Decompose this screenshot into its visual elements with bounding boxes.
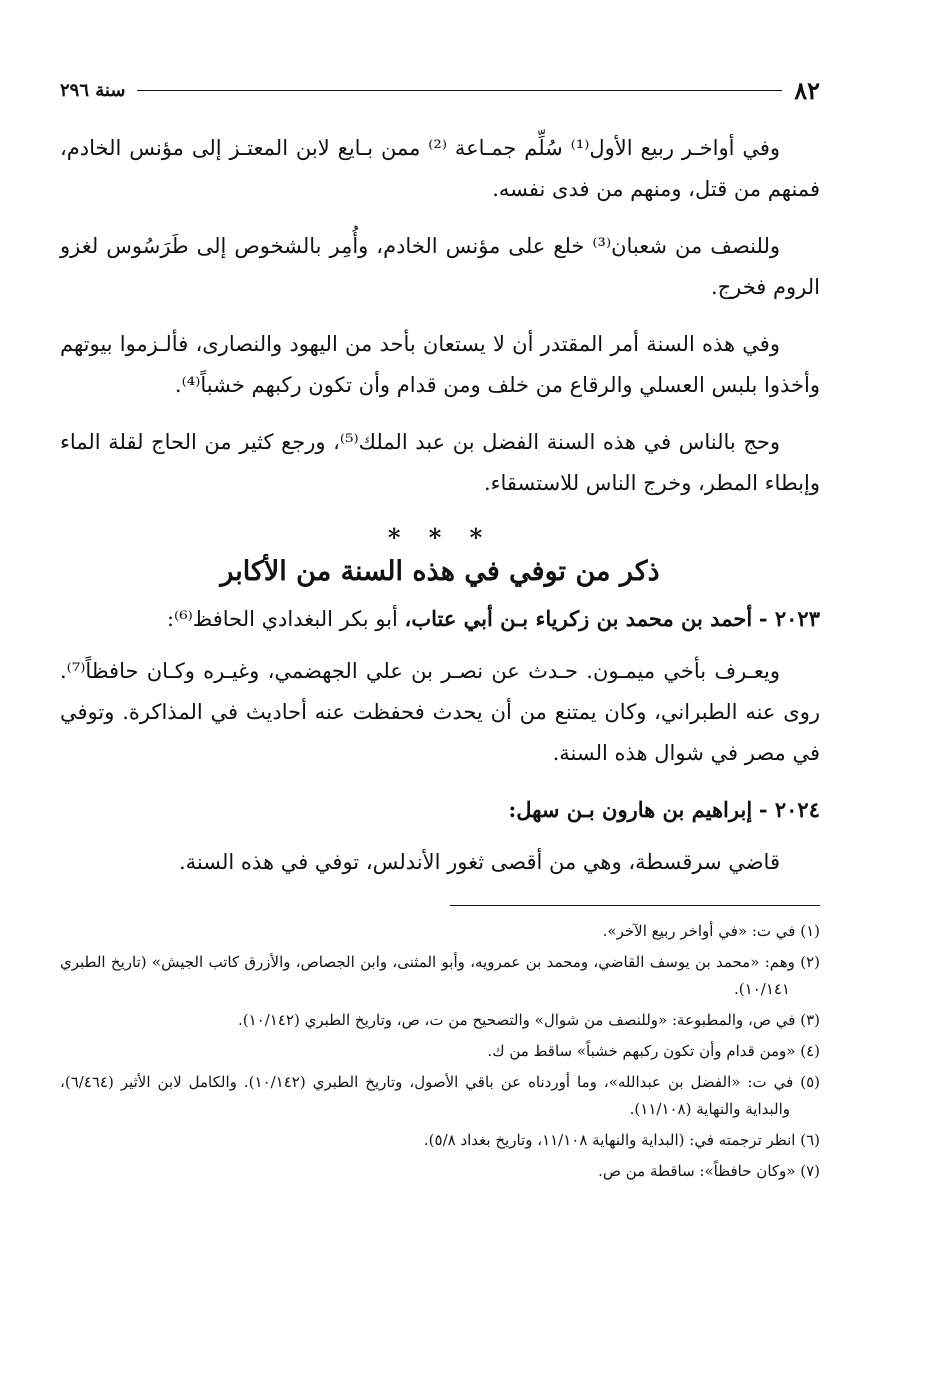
entry-number: ٢٠٢٣ -	[758, 606, 820, 631]
year-label: سنة ٢٩٦	[60, 79, 126, 101]
entry-body: قاضي سرقسطة، وهي من أقصى ثغور الأندلس، توفي في هذه السنة.	[179, 850, 780, 874]
footnote: (١) في ت: «في أواخر ربيع الآخر».	[602, 922, 820, 940]
book-page	[60, 70, 820, 1360]
footnotes	[60, 918, 820, 1185]
header-rule	[137, 90, 782, 91]
footnote: (٤) «ومن قدام وأن تكون ركبهم خشباً» ساقط من ك.	[487, 1042, 820, 1060]
paragraph-muqtadir: وفي هذه السنة أمر المقتدر أن لا يستعان بأحد من اليهود والنصارى، فألـزموا بيوتهم وأخذوا بلبس العسلي والرقاع من خلف ومن قدام وأن تكون ركبهم خشباً⁽⁴⁾.	[60, 332, 820, 397]
footnote: (٧) «وكان حافظاً»: ساقطة من ص.	[598, 1162, 820, 1180]
footnote: (٣) في ص، والمطبوعة: «وللنصف من شوال» والتصحيح من ت، ص، وتاريخ الطبري (١٠/١٤٢).	[237, 1011, 820, 1029]
paragraph-shaban: وللنصف من شعبان⁽³⁾ خلع على مؤنس الخادم، وأُمِر بالشخوص إلى طَرَسُوس لغزو الروم فخرج.	[60, 234, 820, 299]
entry-heading	[60, 599, 820, 639]
footnote-divider	[450, 905, 820, 906]
footnote: (٢) وهم: «محمد بن يوسف القاضي، ومحمد بن عمرويه، وأبو المثنى، وابن الجصاص، والأزرق كاتب الجيش» (تاريخ الطبري ١٠/١٤١).	[60, 953, 820, 998]
section-separator: * * *	[387, 523, 493, 552]
paragraph-rabi: وفي أواخـر ربيع الأول⁽¹⁾ سُلِّم جمـاعة ⁽²⁾ ممن بـايع لابن المعتـز إلى مؤنس الخادم، فمنهم من قتل، ومنهم من فدى نفسه.	[60, 136, 820, 201]
paragraph-hajj: وحج بالناس في هذه السنة الفضل بن عبد الملك⁽⁵⁾، ورجع كثير من الحاج لقلة الماء وإبطاء المطر، وخرج الناس للاستسقاء.	[60, 430, 820, 495]
entry-name: أحمد بن محمد بن زكرياء بـن أبي عتاب،	[404, 606, 753, 631]
footnote: (٥) في ت: «الفضل بن عبدالله»، وما أوردناه عن باقي الأصول، وتاريخ الطبري (١٠/١٤٢). والكامل لابن الأثير (٦/٤٦٤)، والبداية والنهاية (١١/١٠٨).	[60, 1073, 821, 1118]
footnote: (٦) انظر ترجمته في: (البداية والنهاية ١١/١٠٨، وتاريخ بغداد ٥/٨).	[423, 1131, 820, 1149]
section-title: ذكر من توفي في هذه السنة من الأكابر	[220, 556, 660, 587]
entry-name: إبراهيم بن هارون بـن سهل:	[508, 797, 753, 822]
entry-body: ويعـرف بأخي ميمـون. حـدث عن نصـر بن علي الجهضمي، وغيـره وكـان حافظاً⁽⁷⁾. روى عنه الطبراني، وكان يمتنع من أن يحدث فحفظت عنه أحاديث في المذاكرة. وتوفي في مصر في شوال هذه السنة.	[60, 659, 820, 765]
page-number: ٨٢	[794, 75, 820, 105]
running-header	[60, 70, 820, 110]
entry-name-rest: أبو بكر البغدادي الحافظ⁽⁶⁾:	[166, 607, 398, 631]
entry-heading	[60, 790, 820, 830]
entry-number: ٢٠٢٤ -	[758, 797, 820, 822]
